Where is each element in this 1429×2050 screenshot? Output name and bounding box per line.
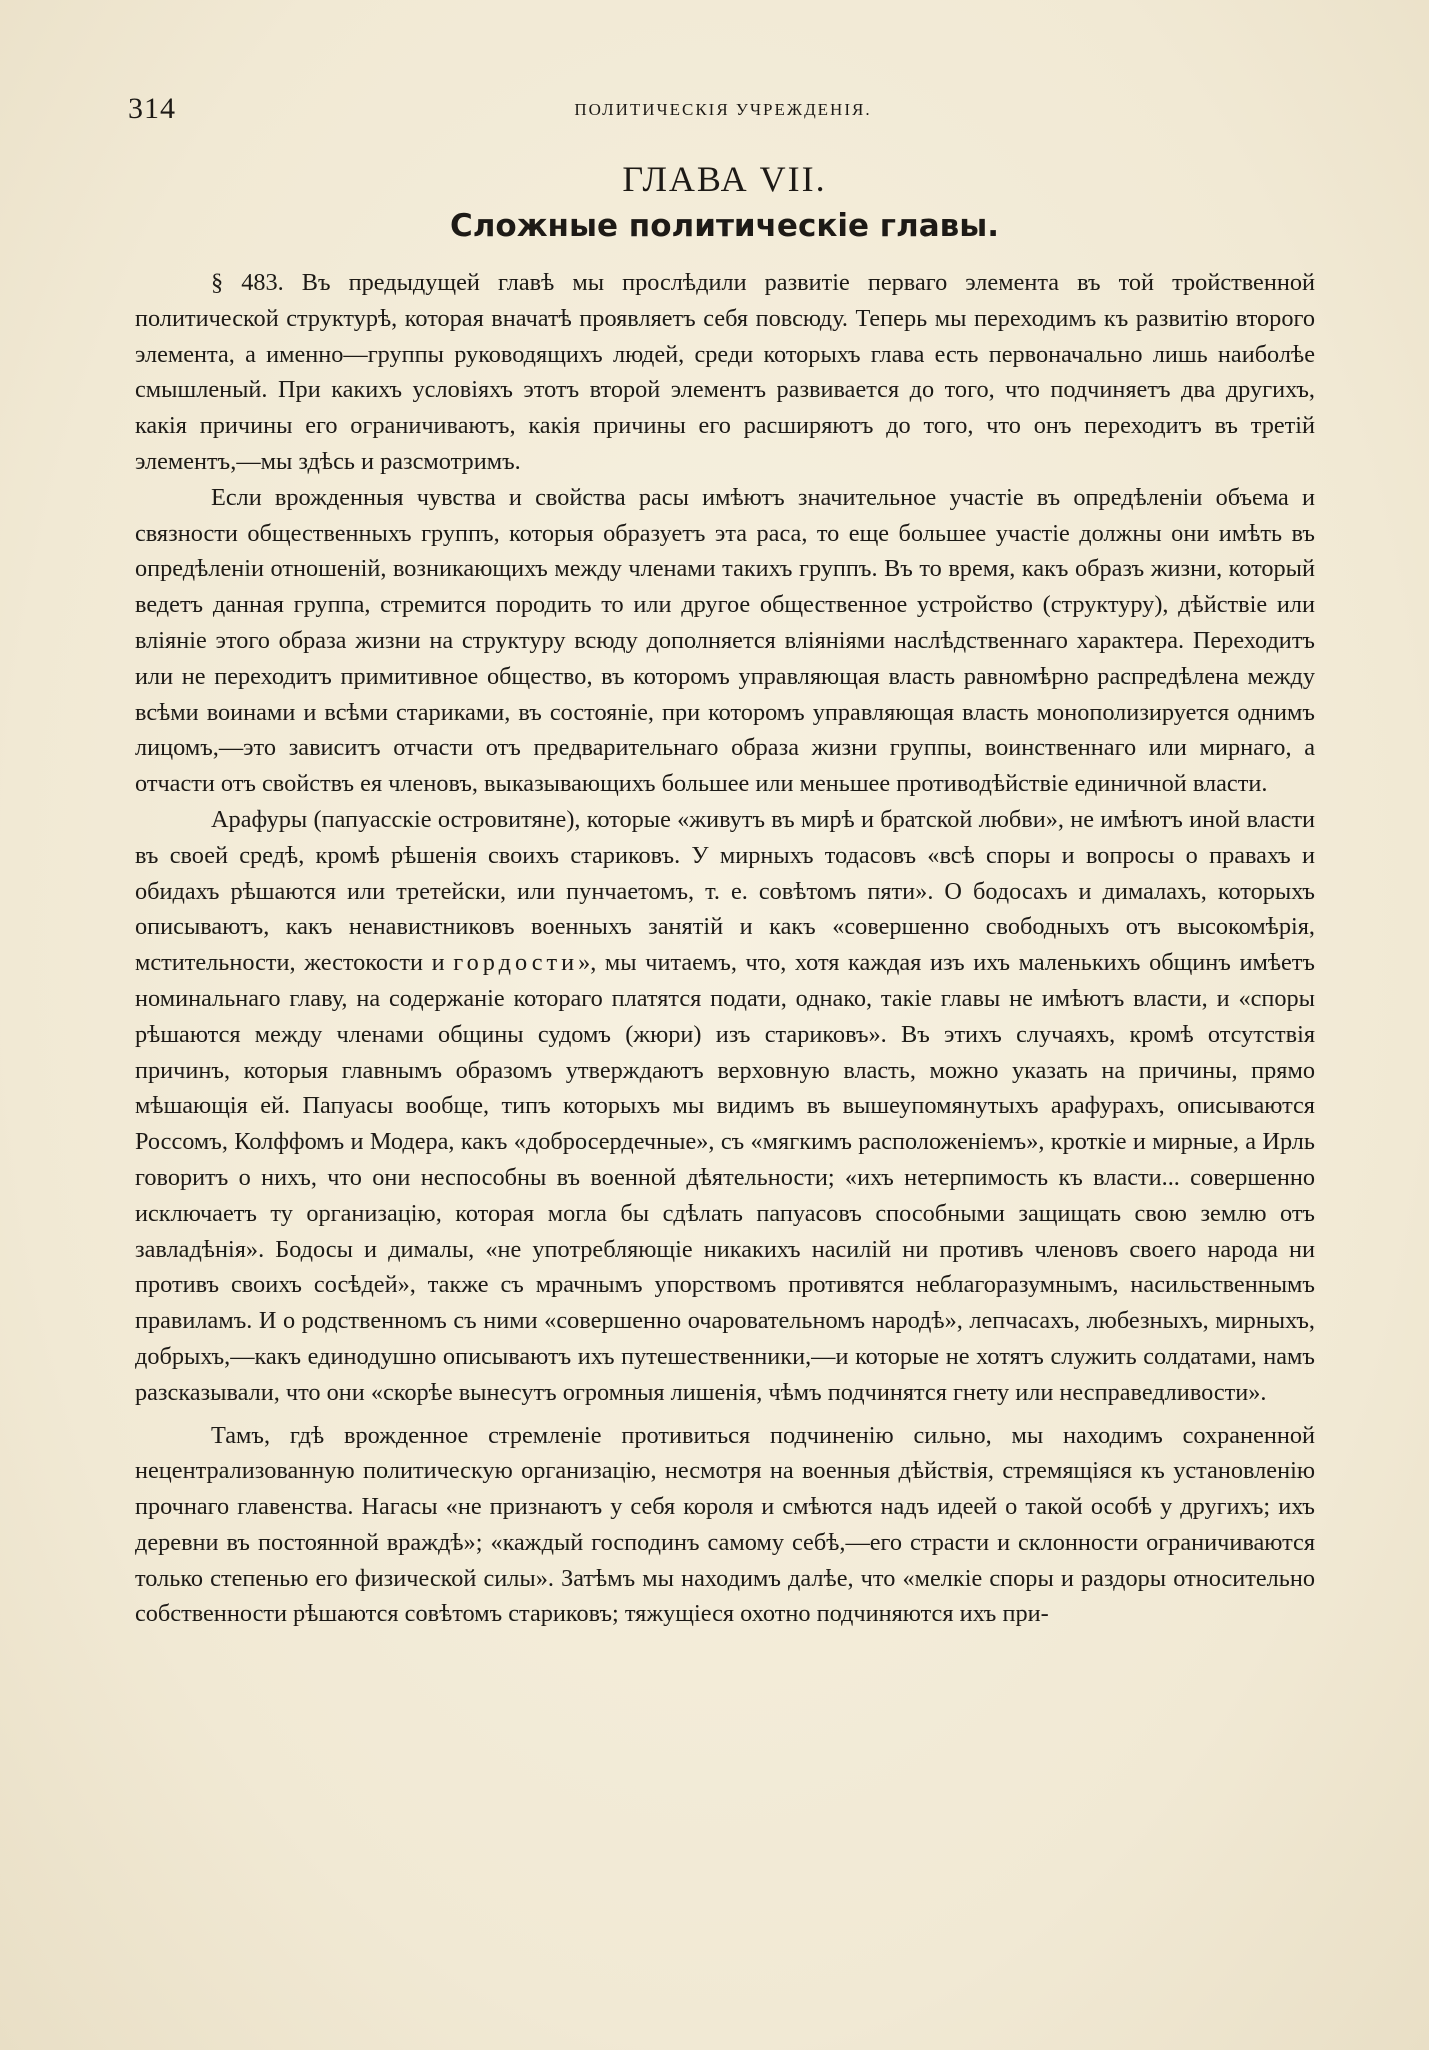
chapter-title: Сложные политическіе главы. xyxy=(449,208,1000,244)
paragraph-nagas: Тамъ, гдѣ врожденное стремленіе противиться подчиненію сильно, мы находимъ сохраненной нецентрализованную политическую организацію, несмотря на военныя дѣйствія, стремящіяся къ установленію прочнаго главенства. Нагасы «не признаютъ у себя короля и смѣются надъ идеей о такой особѣ у другихъ; ихъ деревни въ постоянной враждѣ»; «каждый господинъ самому себѣ,—его страсти и склонности ограничиваются только степенью его физической силы». Затѣмъ мы находимъ далѣе, что «мелкіе споры и раздоры относительно собственности рѣшаются совѣтомъ стариковъ; тяжущіеся охотно подчиняются ихъ при- xyxy=(135,1421,1315,1628)
chapter-number: ГЛАВА VII. xyxy=(622,159,827,199)
running-header xyxy=(128,92,1318,132)
body-text xyxy=(135,265,1315,1632)
paragraph-innate-feelings: Если врожденныя чувства и свойства расы имѣютъ значительное участіе въ опредѣленіи объема и связности общественныхъ группъ, которыя образуетъ эта раса, то еще большее участіе должны они имѣть въ опредѣленіи отношеній, возникающихъ между членами такихъ группъ. Въ то время, какъ образъ жизни, который ведетъ данная группа, стремится породить то или другое общественное устройство (структуру), дѣйствіе или вліяніе этого образа жизни на структуру всюду дополняется вліяніями наслѣдственнаго характера. Переходитъ или не переходитъ примитивное общество, въ которомъ управляющая власть равномѣрно распредѣлена между всѣми воинами и всѣми стариками, въ состояніе, при которомъ управляющая власть монополизируется однимъ лицомъ,—это зависитъ отчасти отъ предварительнаго образа жизни группы, воинственнаго или мирнаго, а отчасти отъ свойствъ ея членовъ, выказывающихъ большее или меньшее противодѣйствіе единичной власти. xyxy=(135,483,1315,798)
running-title: ПОЛИТИЧЕСКІЯ УЧРЕЖДЕНІЯ. xyxy=(574,100,872,119)
paragraph-483: § 483. Въ предыдущей главѣ мы прослѣдили развитіе перваго элемента въ той тройственной политической структурѣ, которая вначатѣ проявляетъ себя повсюду. Теперь мы переходимъ къ развитію второго элемента, а именно—группы руководящихъ людей, среди которыхъ глава есть первоначально лишь наиболѣе смышленый. При какихъ условіяхъ этотъ второй элементъ развивается до того, что подчиняетъ два другихъ, какія причины его ограничиваютъ, какія причины его расширяютъ до того, что онъ переходитъ въ третій элементъ,—мы здѣсь и разсмотримъ. xyxy=(135,269,1315,475)
page-number: 314 xyxy=(128,92,176,125)
paragraph-arafuras xyxy=(135,802,1315,1411)
emphasized-word: гордости xyxy=(453,949,579,977)
paragraph-arafuras-part-2: », мы читаемъ, что, хотя каждая изъ ихъ маленькихъ общинъ имѣетъ номинальнаго главу, на содержаніе котораго платятся подати, однако, такіе главы не имѣютъ власти, и «споры рѣшаются между членами общины судомъ (жюри) изъ стариковъ». Въ этихъ случаяхъ, кромѣ отсутствія причинъ, которыя главнымъ образомъ утверждаютъ верховную власть, можно указать на причины, прямо мѣшающія ей. Папуасы вообще, типъ которыхъ мы видимъ въ вышеупомянутыхъ арафурахъ, описываются Россомъ, Колффомъ и Модера, какъ «добросердечные», съ «мягкимъ расположеніемъ», кроткіе и мирные, а Ирль говоритъ о нихъ, что они неспособны въ военной дѣятельности; «ихъ нетерпимость къ власти... совершенно исключаетъ ту организацію, которая могла бы сдѣлать папуасовъ способными защищать свою землю отъ завладѣнія». Бодосы и дималы, «не употребляющіе никакихъ насилій ни противъ членовъ своего народа ни противъ своихъ сосѣдей», также съ мрачнымъ упорствомъ противятся неблагоразумнымъ, насильственнымъ правиламъ. И о родственномъ съ ними «совершенно очаровательномъ народѣ», лепчасахъ, любезныхъ, мирныхъ, добрыхъ,—какъ единодушно описываютъ ихъ путешественники,—и которые не хотятъ служить солдатами, намъ разсказывали, что они «скорѣе вынесутъ огромныя лишенія, чѣмъ подчинятся гнету или несправедливости». xyxy=(135,949,1315,1406)
paragraph-arafuras-part-1: Арафуры (папуасскіе островитяне), которые «живутъ въ мирѣ и братской любви», не имѣютъ иной власти въ своей средѣ, кромѣ рѣшенія своихъ стариковъ. У мирныхъ тодасовъ «всѣ споры и вопросы о правахъ и обидахъ рѣшаются или третейски, или пунчаетомъ, т. е. совѣтомъ пяти». О бодосахъ и дималахъ, которыхъ описываютъ, какъ ненавистниковъ военныхъ занятій и какъ «совершенно свободныхъ отъ высокомѣрія, мстительности, жестокости и xyxy=(135,805,1315,977)
